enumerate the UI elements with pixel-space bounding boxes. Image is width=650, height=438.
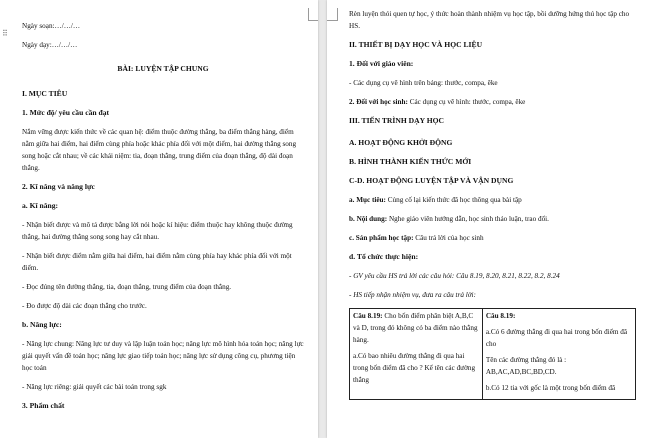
drag-handle-icon[interactable]: ⠿: [2, 29, 8, 38]
question-title: Câu 8.19:: [353, 312, 383, 320]
goal-label: a. Mục tiêu:: [349, 196, 386, 204]
product-label: c. Sản phẩm học tập:: [349, 234, 414, 242]
question-cell: [350, 309, 483, 400]
section-heading-objectives: I. MỤC TIÊU: [22, 89, 68, 98]
skill-item: - Nhận biết được và mô tả được bằng lời nói hoặc kí hiệu: điểm thuộc hay không thuộc đường thẳng, hai đường thẳng song song hay cắt nhau.: [22, 221, 293, 241]
skill-item: - Đo được độ dài các đoạn thẳng cho trước.: [22, 302, 147, 310]
question-part-a: a.Có bao nhiêu đường thẳng đi qua hai trong bốn điểm đã cho ? Kể tên các đường thẳng: [353, 352, 476, 384]
date-prepared: Ngày soạn:…/…/…: [22, 22, 81, 30]
table-row: [350, 309, 636, 400]
date-taught: Ngày dạy:…/…/…: [22, 41, 78, 49]
subheading-teacher: 1. Đối với giáo viên:: [349, 59, 414, 68]
section-heading-process: III. TIẾN TRÌNH DẠY HỌC: [349, 116, 445, 125]
skill-item: - Đọc đúng tên đường thẳng, tia, đoạn thẳng, trung điểm của đoạn thẳng.: [22, 283, 232, 291]
subheading-skills-abilities: 2. Kĩ năng và năng lực: [22, 182, 95, 191]
page-left-content: [22, 10, 304, 419]
subheading-skills: a. Kĩ năng:: [22, 201, 59, 210]
teacher-request: - GV yêu cầu HS trả lời các câu hỏi: Câu 8.19, 8.20, 8.21, 8.22, 8.2, 8.24: [349, 272, 560, 280]
subheading-abilities: b. Năng lực:: [22, 320, 62, 329]
student-label: 2. Đối với học sinh:: [349, 98, 408, 106]
subheading-requirements: 1. Mức độ/ yêu cầu cần đạt: [22, 108, 110, 117]
section-heading-equipment: II. THIẾT BỊ DẠY HỌC VÀ HỌC LIỆU: [349, 40, 483, 49]
product-line: [349, 232, 636, 244]
question-body: Cho bốn điểm phân biệt A,B,C và D, trong đó không có ba điểm nào thẳng hàng.: [353, 312, 478, 344]
content-line: [349, 213, 636, 225]
qualities-text: Rèn luyện thói quen tự học, ý thức hoàn thành nhiệm vụ học tập, bồi dưỡng hứng thú học tập cho HS.: [349, 10, 630, 30]
answer-part-a: a.Có 6 đường thẳng đi qua hai trong bốn điểm đã cho: [485, 328, 628, 348]
question-text: [353, 310, 479, 346]
ability-item: - Năng lực riêng: giải quyết các bài toán trong sgk: [22, 383, 167, 391]
student-response: - HS tiếp nhận nhiệm vụ, đưa ra câu trả lời:: [349, 291, 476, 299]
content-text: Nghe giáo viên hướng dẫn, học sinh thảo luận, trao đổi.: [387, 215, 549, 223]
page-right-content: [349, 8, 636, 400]
subheading-qualities: 3. Phẩm chất: [22, 401, 65, 410]
activity-practice: C-D. HOẠT ĐỘNG LUYỆN TẬP VÀ VẬN DỤNG: [349, 176, 514, 185]
document-page-right: [327, 0, 650, 438]
requirements-text: Nắm vững được kiến thức về các quan hệ: điểm thuộc đường thẳng, ba điểm thẳng hàng, điểm nằm giữa hai điểm, hai điểm cùng phía hoặc khác phía đối với một điểm, hai đường thẳng song song hoặc cắt nhau; về các khái niệm: tia, đoạn thẳng, trung điểm của đoạn thẳng, độ dài đoạn thẳng.: [22, 128, 297, 172]
product-text: Câu trả lời của học sinh: [413, 234, 484, 242]
goal-line: [349, 194, 636, 206]
student-text: Các dụng cụ vẽ hình: thước, compa, êke: [407, 98, 526, 106]
page-corner-mark: [327, 8, 338, 21]
ability-item: - Năng lực chung: Năng lực tư duy và lập luận toán học; năng lực mô hình hóa toán học; năng lực giải quyết vấn đề toán học; năng lực giao tiếp toán học; năng lực sử dụng công cụ, phương tiện học toán: [22, 340, 304, 372]
skill-item: - Nhận biết được điểm nằm giữa hai điểm, hai điểm nằm cùng phía hay khác phía đối với một điểm.: [22, 252, 292, 272]
student-line: [349, 96, 636, 108]
answer-part-b: b.Có 12 tia với gốc là một trong bốn điểm đã: [485, 384, 616, 392]
activity-new-knowledge: B. HÌNH THÀNH KIẾN THỨC MỚI: [349, 157, 472, 166]
answer-cell: [482, 309, 635, 400]
goal-text: Củng cố lại kiến thức đã học thông qua bài tập: [385, 196, 522, 204]
lesson-title: BÀI: LUYỆN TẬP CHUNG: [117, 64, 209, 73]
answer-line-names: Tên các đường thẳng đó là : AB,AC,AD,BC,BD,CD.: [485, 356, 567, 376]
answer-title: Câu 8.19:: [485, 312, 516, 320]
document-page-left: [0, 0, 318, 438]
page-corner-mark: [308, 8, 318, 21]
activity-startup: A. HOẠT ĐỘNG KHỞI ĐỘNG: [349, 138, 453, 147]
subheading-organization: d. Tổ chức thực hiện:: [349, 252, 419, 261]
content-label: b. Nội dung:: [349, 215, 388, 223]
exercise-table: [349, 308, 636, 400]
teacher-text: - Các dụng cụ vẽ hình trên bảng: thước, compa, êke: [349, 79, 498, 87]
